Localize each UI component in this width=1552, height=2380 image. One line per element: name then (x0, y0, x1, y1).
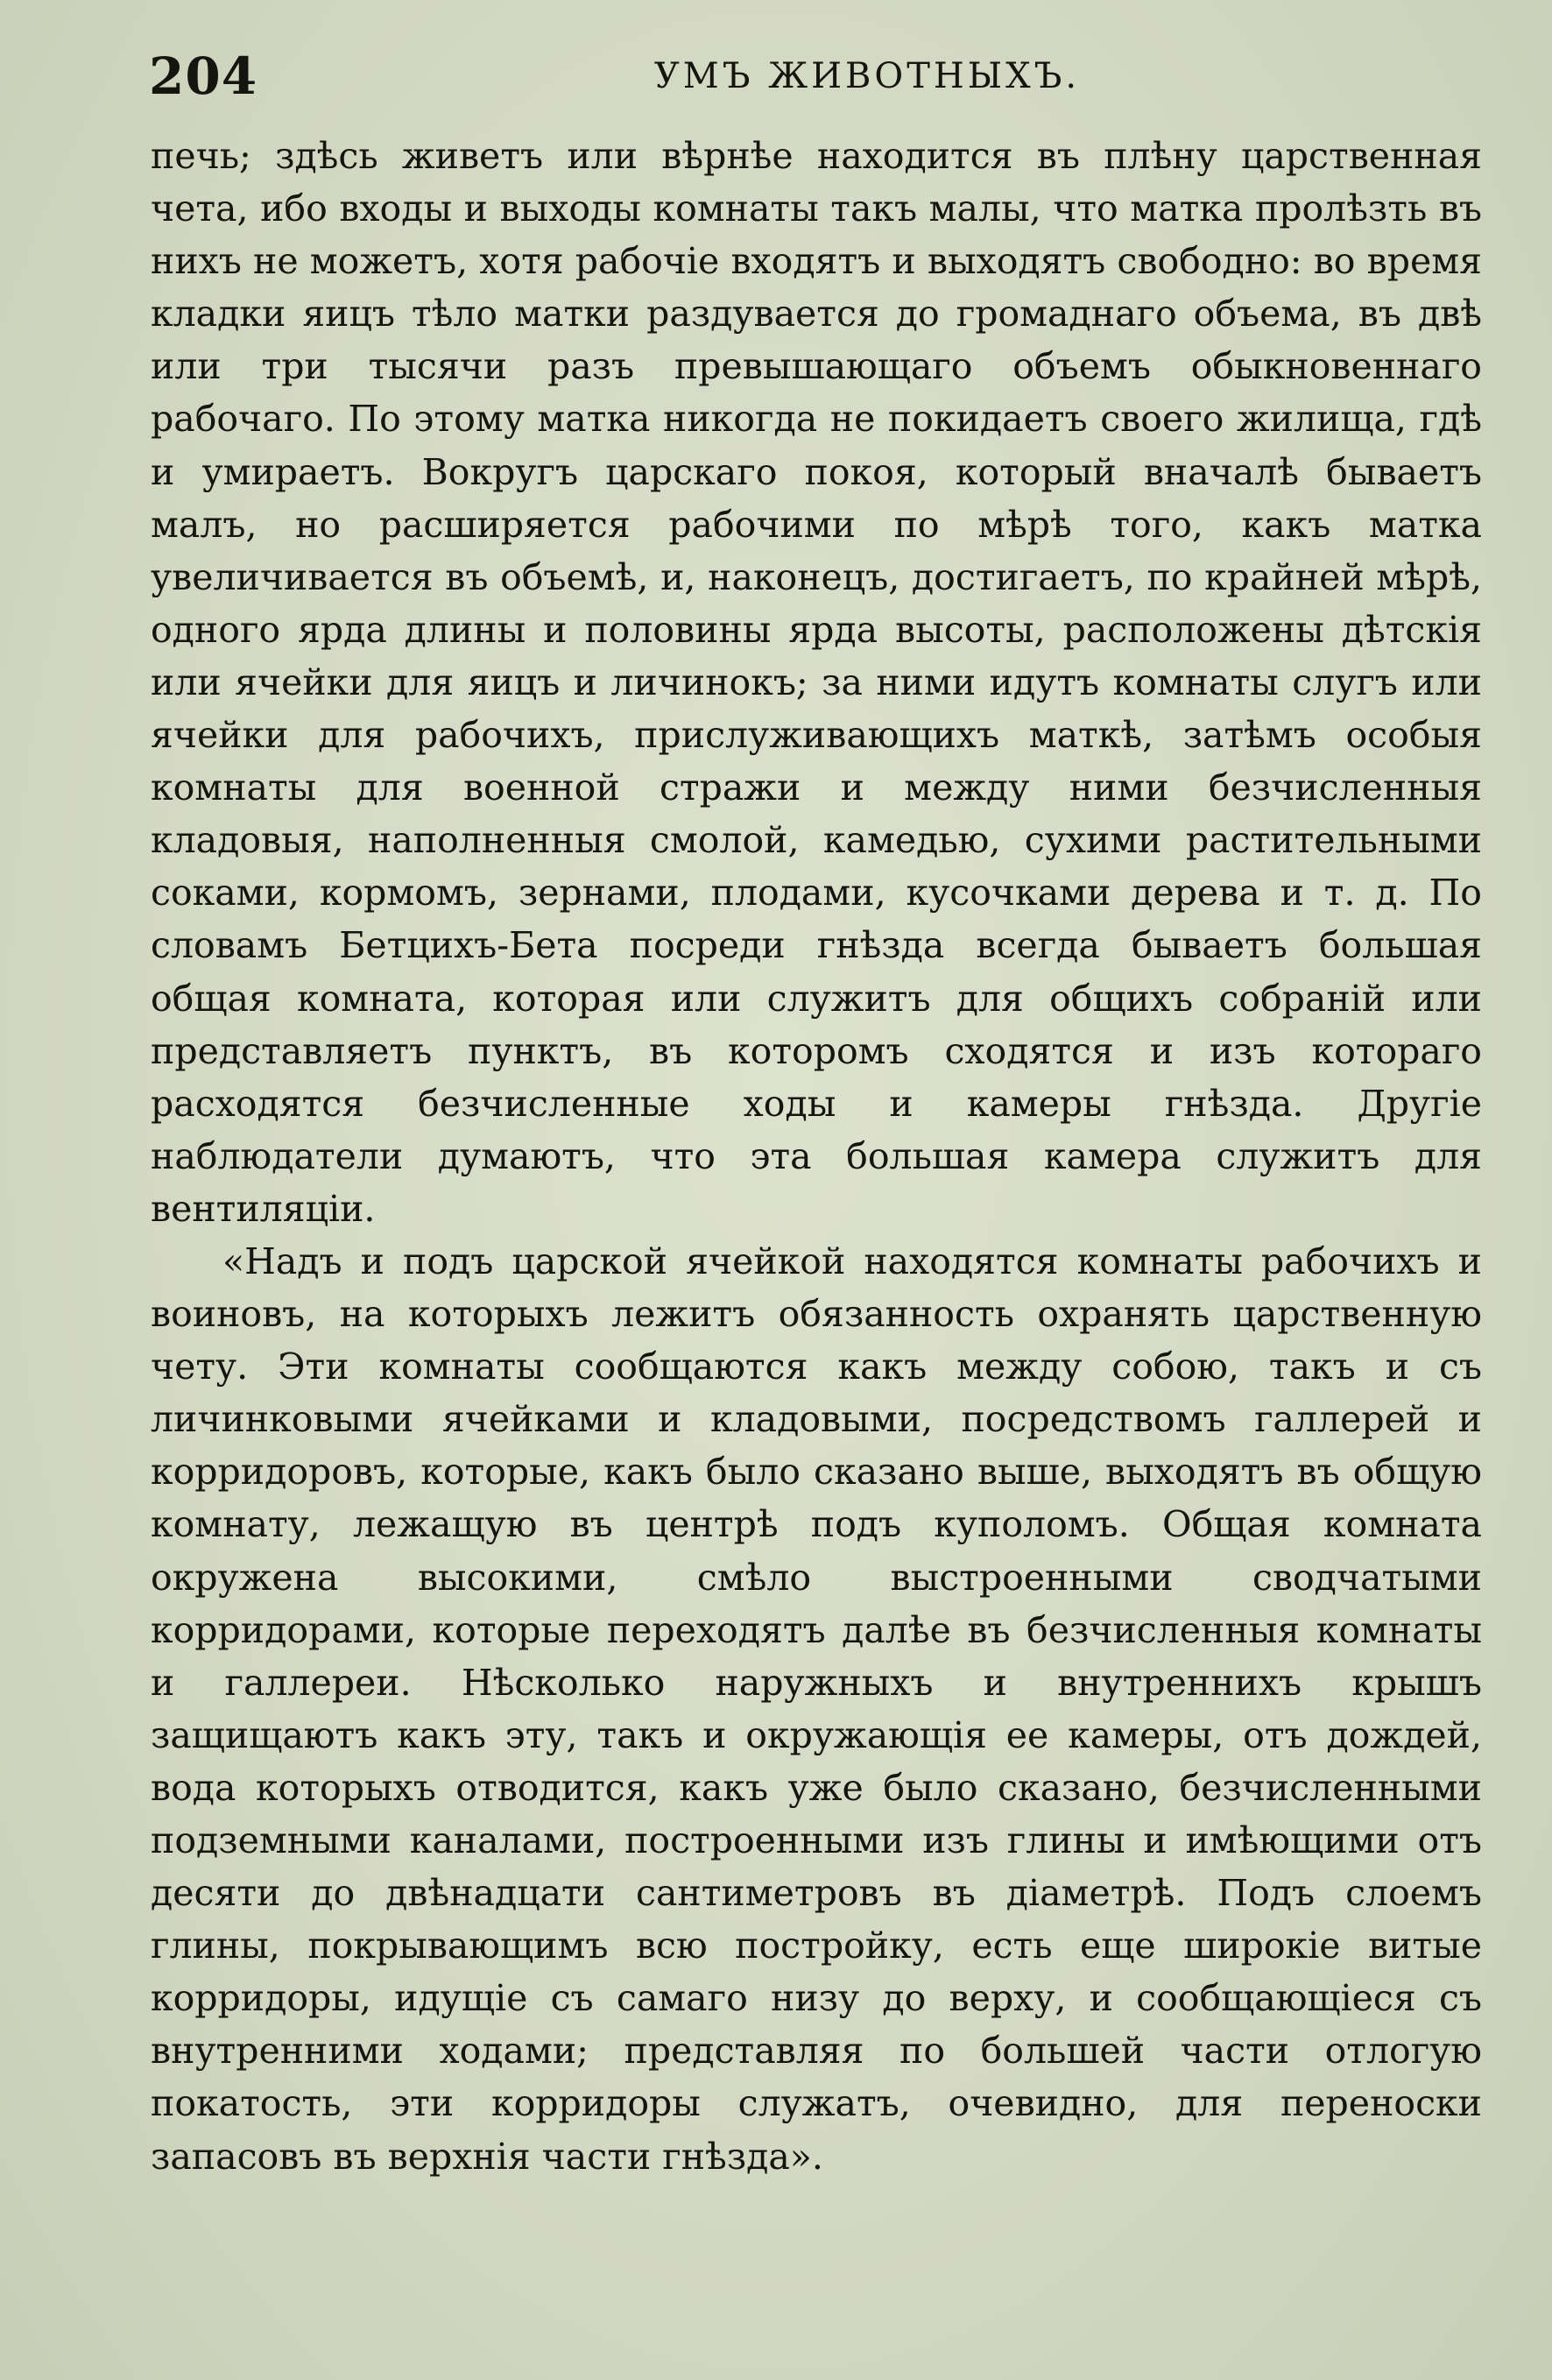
running-title: УМЪ ЖИВОТНЫХЪ. (653, 56, 1081, 96)
page-number: 204 (149, 46, 258, 106)
page-body (151, 130, 1482, 2183)
paragraph-2: «Надъ и подъ царской ячейкой находятся комнаты рабочихъ и воиновъ, на которыхъ лежитъ обязанность охранять царственную чету. Эти комнаты сообщаются какъ между собою, такъ и съ личинковыми ячейками и кладовыми, посредствомъ галлерей и корридоровъ, которые, какъ было сказано выше, выходятъ въ общую комнату, лежащую въ центрѣ подъ куполомъ. Общая комната окружена высокими, смѣло выстроенными сводчатыми корридорами, которые переходятъ далѣе въ безчисленныя комнаты и галлереи. Нѣсколько наружныхъ и внутреннихъ крышъ защищаютъ какъ эту, такъ и окружающія ее камеры, отъ дождей, вода которыхъ отводится, какъ уже было сказано, безчисленными подземными каналами, построенными изъ глины и имѣющими отъ десяти до двѣнадцати сантиметровъ въ діаметрѣ. Подъ слоемъ глины, покрывающимъ всю постройку, есть еще широкіе витые корридоры, идущіе съ самаго низу до верху, и сообщающіеся съ внутренними ходами; представляя по большей части отлогую покатость, эти корридоры служатъ, очевидно, для переноски запасовъ въ верхнія части гнѣзда». (151, 1239, 1482, 2178)
paragraph-1: печь; здѣсь живетъ или вѣрнѣе находится въ плѣну царственная чета, ибо входы и выходы комнаты такъ малы, что матка пролѣзть въ нихъ не можетъ, хотя рабочіе входятъ и выходятъ свободно: во время кладки яицъ тѣло матки раздувается до громаднаго объема, въ двѣ или три тысячи разъ превышающаго объемъ обыкновеннаго рабочаго. По этому матка никогда не покидаетъ своего жилища, гдѣ и умираетъ. Вокругъ царскаго покоя, который вначалѣ бываетъ малъ, но расширяется рабочими по мѣрѣ того, какъ матка увеличивается въ объемѣ, и, наконецъ, достигаетъ, по крайней мѣрѣ, одного ярда длины и половины ярда высоты, расположены дѣтскія или ячейки для яицъ и личинокъ; за ними идутъ комнаты слугъ или ячейки для рабочихъ, прислуживающихъ маткѣ, затѣмъ особыя комнаты для военной стражи и между ними безчисленныя кладовыя, наполненныя смолой, камедью, сухими растительными соками, кормомъ, зернами, плодами, кусочками дерева и т. д. По словамъ Бетцихъ-Бета посреди гнѣзда всегда бываетъ большая общая комната, которая или служитъ для общихъ собраній или представляетъ пунктъ, въ которомъ сходятся и изъ котораго расходятся безчисленные ходы и камеры гнѣзда. Другіе наблюдатели думаютъ, что эта большая камера служитъ для вентиляціи. (151, 135, 1482, 1230)
page-header (149, 37, 1485, 116)
